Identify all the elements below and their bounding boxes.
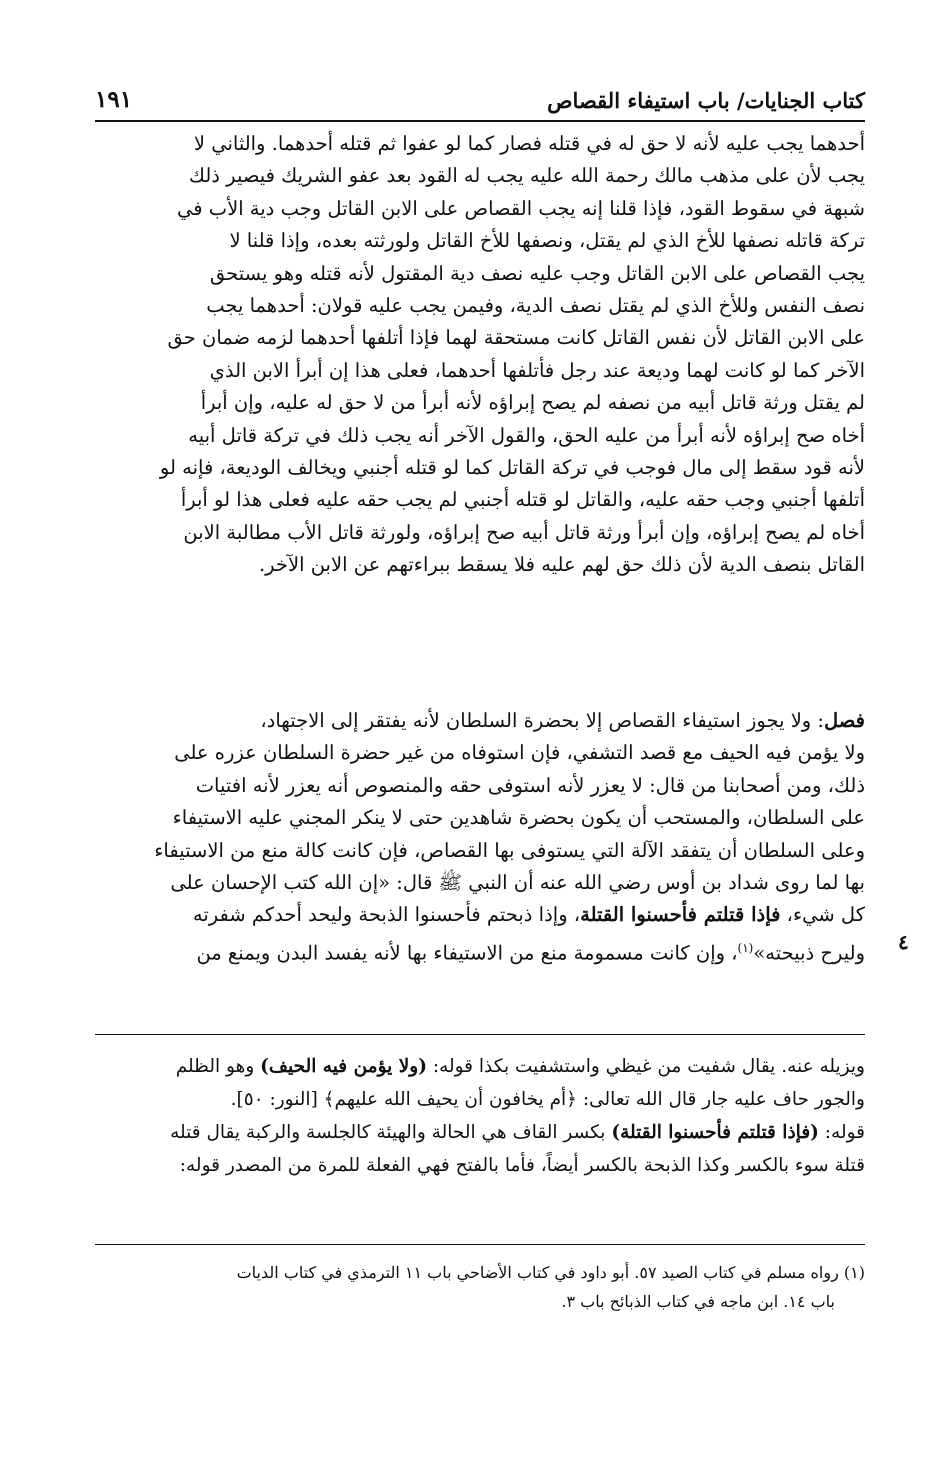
text-span: ، وإن كانت مسمومة منع من الاستيفاء بها لأنه يفسد البدن ويمنع من	[196, 941, 738, 965]
text-span: : ولا يجوز استيفاء القصاص إلا بحضرة السلطان لأنه يفتقر إلى الاجتهاد،	[260, 709, 824, 732]
text-line: أخاه لم يصح إبراؤه، وإن أبرأ ورثة قاتل أبيه صح إبراؤه، ولورثة قاتل الأب مطالبة الابن	[183, 520, 865, 544]
text-span: بكسر القاف هي الحالة والهيئة كالجلسة والركبة يقال قتله	[170, 1122, 612, 1143]
text-line: أخاه صح إبراؤه لأنه أبرأ من عليه الحق، والقول الآخر أنه يجب ذلك في تركة قاتل أبيه	[188, 423, 865, 447]
footnote-marker: (١)	[843, 1263, 865, 1282]
text-line: على السلطان، والمستحب أن يكون بحضرة شاهدين حتى لا ينكر المجني عليه الاستيفاء	[172, 806, 865, 830]
text-span: قوله:	[818, 1122, 865, 1143]
text-span: وليرح ذبيحته»	[753, 941, 865, 965]
text-line	[95, 1050, 865, 1083]
page-header	[95, 80, 865, 122]
text-line: الآخر كما لو كانت لهما وديعة عند رجل فأتلفها أحدهما، فعلى هذا إن أبرأ الابن الذي	[209, 358, 865, 382]
text-line: بها لما روى شداد بن أوس رضي الله عنه أن النبي ﷺ قال: «إن الله كتب الإحسان على	[170, 871, 865, 895]
text-line: على الابن القاتل لأن نفس القاتل كانت مستحقة لهما فإذا أتلفها أحدهما لزمه ضمان حق	[167, 326, 865, 350]
text-span: كل شيء،	[780, 903, 865, 927]
quoted-phrase: (فإذا قتلتم فأحسنوا القتلة)	[611, 1122, 819, 1143]
text-line	[95, 932, 865, 970]
text-line: نصف النفس وللأخ الذي لم يقتل نصف الدية، وفيمن يجب عليه قولان: أحدهما يجب	[206, 294, 865, 318]
text-line: أحدهما يجب عليه لأنه لا حق له في قتله فصار كما لو عفوا ثم قتله أحدهما. والثاني لا	[193, 132, 865, 155]
text-span: رواه مسلم في كتاب الصيد ٥٧. أبو داود في كتاب الأضاحي باب ١١ الترمذي في كتاب الديات	[236, 1263, 844, 1282]
hadith-bold-phrase: فإذا قتلتم فأحسنوا القتلة	[580, 903, 781, 927]
footnote-line	[95, 1258, 865, 1287]
commentary-block	[95, 1050, 865, 1182]
text-line	[95, 705, 865, 737]
main-paragraph-1	[95, 128, 865, 582]
text-line: لم يقتل ورثة قاتل أبيه من نصفه لم يصح إبراؤه لأنه أبرأ من لا حق له عليه، وإن أبرأ	[200, 391, 865, 415]
text-line: لأنه قود سقط إلى مال فوجب في تركة القاتل كما لو قتله أجنبي ويخالف الوديعة، فإنه لو	[159, 456, 865, 480]
margin-marker: ٤	[898, 930, 909, 954]
text-line: يجب القصاص على الابن القاتل وجب عليه نصف دية المقتول لأنه قتله وهو يستحق	[209, 261, 865, 285]
text-span: وهو الظلم	[175, 1056, 261, 1077]
text-line: يجب لأن على مذهب مالك رحمة الله عليه يجب له القود بعد عفو الشريك فيصير ذلك	[188, 164, 865, 188]
text-line: أتلفها أجنبي وجب حقه عليه، والقاتل لو قتله أجنبي لم يجب حقه عليه فعلى هذا لو أبرأ	[180, 488, 865, 512]
footnote-divider	[95, 1244, 865, 1245]
text-line: وعلى السلطان أن يتفقد الآلة التي يستوفى بها القصاص، فإن كانت كالة منع من الاستيفاء	[154, 838, 865, 862]
text-line: تركة قاتله نصفها للأخ الذي لم يقتل، ونصفها للأخ القاتل ولورثته بعده، وإذا قلنا لا	[229, 229, 865, 253]
text-line: والجور حاف عليه جار قال الله تعالى: ﴿أم يخافون أن يحيف الله عليهم﴾ [النور: ٥٠].	[230, 1089, 865, 1110]
main-paragraph-2	[95, 705, 865, 970]
text-line: قتلة سوء بالكسر وكذا الذبحة بالكسر أيضاً، فأما بالفتح فهي الفعلة للمرة من المصدر قوله:	[179, 1155, 865, 1176]
text-line: ذلك، ومن أصحابنا من قال: لا يعزر لأنه استوفى حقه والمنصوص أنه يعزر لأنه افتيات	[195, 773, 865, 797]
running-title: كتاب الجنايات/ باب استيفاء القصاص	[547, 88, 865, 113]
text-line	[95, 899, 865, 931]
footnote-block	[95, 1258, 865, 1316]
quoted-phrase: (ولا يؤمن فيه الحيف)	[260, 1056, 427, 1077]
text-line: ولا يؤمن فيه الحيف مع قصد التشفي، فإن استوفاه من غير حضرة السلطان عزره على	[174, 741, 865, 765]
section-lead-word: فصل	[824, 709, 865, 732]
text-line: القاتل بنصف الدية لأن ذلك حق لهم عليه فلا يسقط ببراءتهم عن الابن الآخر.	[258, 553, 865, 577]
text-line: شبهة في سقوط القود، فإذا قلنا إنه يجب القصاص على الابن القاتل وجب دية الأب في	[176, 196, 865, 220]
page-number: ١٩١	[95, 86, 133, 113]
text-span: ، وإذا ذبحتم فأحسنوا الذبحة وليحد أحدكم شفرته	[192, 903, 581, 927]
footnote-reference: (١)	[737, 940, 754, 955]
text-line	[95, 1116, 865, 1149]
text-span: ويزيله عنه. يقال شفيت من غيظي واستشفيت بكذا قوله:	[426, 1056, 865, 1077]
footnote-line: باب ١٤. ابن ماجه في كتاب الذبائح باب ٣.	[561, 1292, 835, 1311]
commentary-divider	[95, 1034, 865, 1035]
